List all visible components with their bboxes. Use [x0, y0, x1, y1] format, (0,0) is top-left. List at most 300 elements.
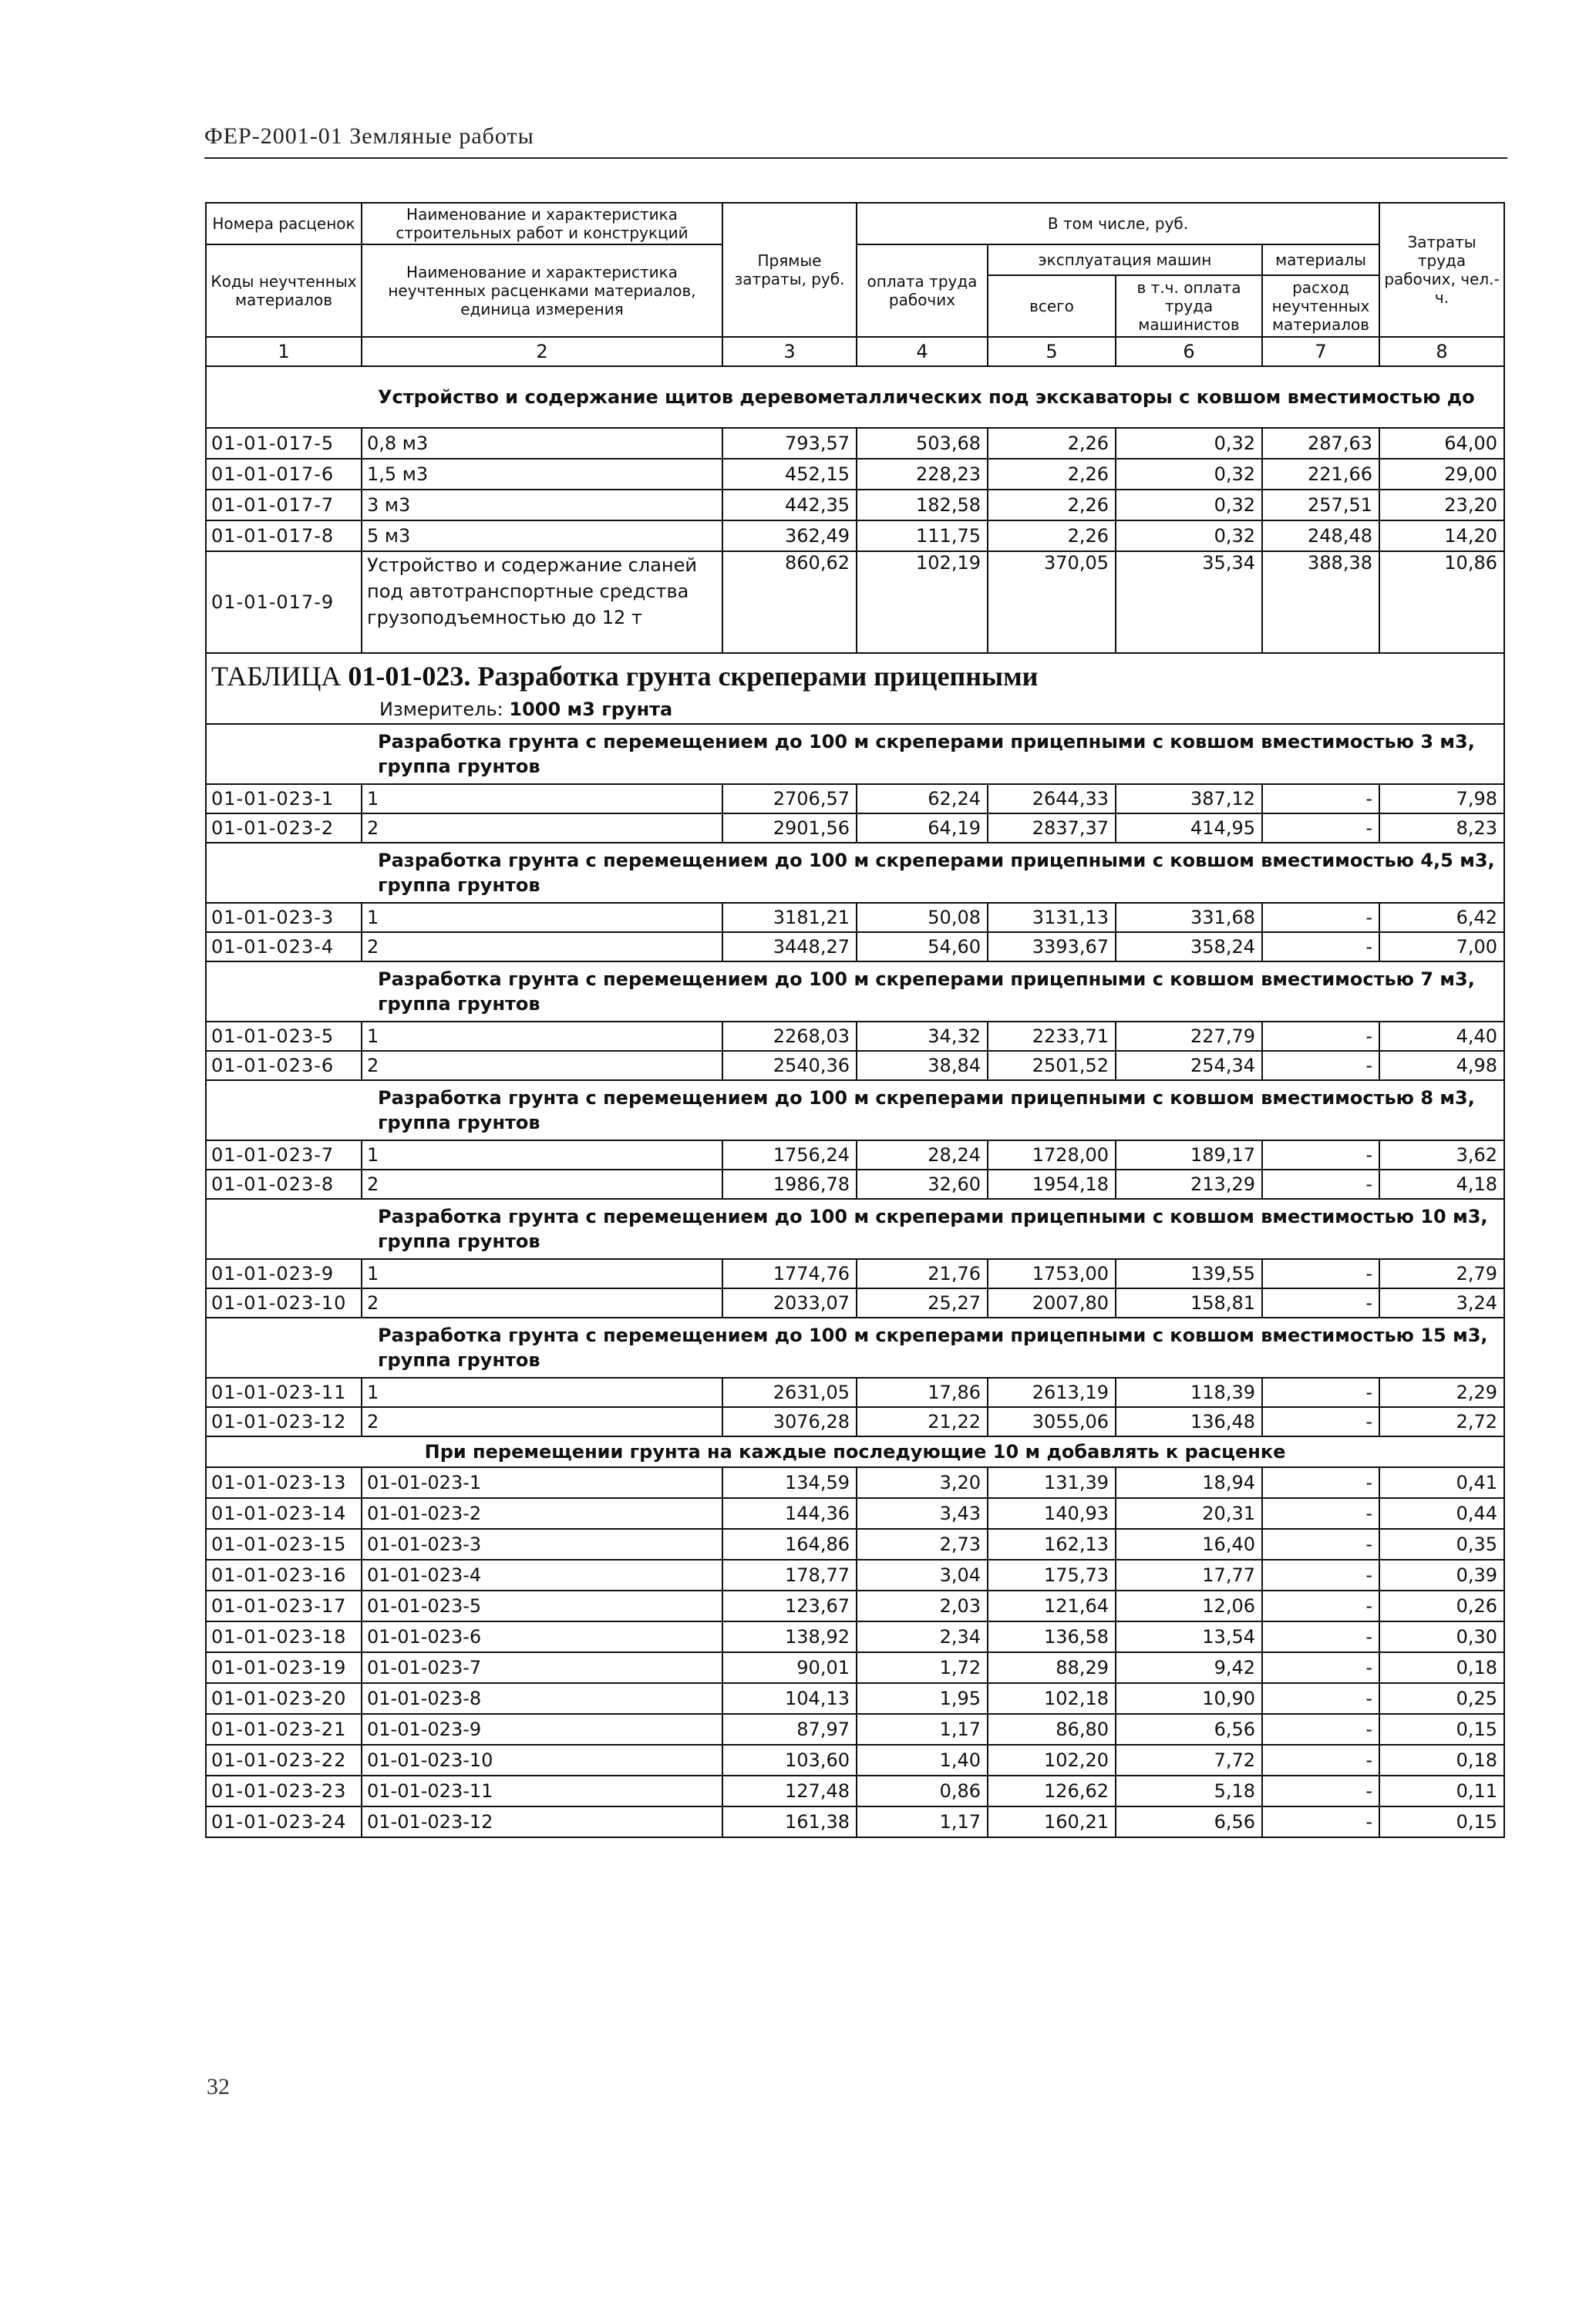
rate-name: 01-01-023-12 [362, 1806, 722, 1837]
cell-c8: 2,79 [1379, 1259, 1504, 1288]
rate-code: 01-01-017-8 [206, 520, 362, 551]
cell-c8: 0,25 [1379, 1683, 1504, 1714]
cell-c5: 1728,00 [988, 1140, 1116, 1170]
table-row [206, 1560, 1504, 1591]
cell-c4: 182,58 [857, 490, 988, 520]
cell-c3: 860,62 [722, 551, 857, 653]
cell-c7: - [1262, 1591, 1379, 1621]
table-row [206, 1140, 1504, 1170]
rate-code: 01-01-023-13 [206, 1467, 362, 1498]
table-row [206, 1407, 1504, 1436]
cell-c6: 118,39 [1116, 1378, 1262, 1407]
rate-code: 01-01-017-7 [206, 490, 362, 520]
rate-code: 01-01-023-15 [206, 1529, 362, 1560]
cell-c5: 1753,00 [988, 1259, 1116, 1288]
rate-code: 01-01-023-16 [206, 1560, 362, 1591]
table-row [206, 1621, 1504, 1652]
header-machines: эксплуатация машин [988, 244, 1262, 275]
cell-c4: 28,24 [857, 1140, 988, 1170]
cell-c4: 503,68 [857, 428, 988, 459]
cell-c5: 3055,06 [988, 1407, 1116, 1436]
table-row [206, 784, 1504, 813]
rate-code: 01-01-017-6 [206, 459, 362, 490]
cell-c5: 2233,71 [988, 1022, 1116, 1051]
rate-code: 01-01-023-7 [206, 1140, 362, 1170]
cell-c8: 3,62 [1379, 1140, 1504, 1170]
table-row [206, 490, 1504, 520]
rate-name: 01-01-023-5 [362, 1591, 722, 1621]
section-heading: Разработка грунта с перемещением до 100 м скреперами прицепными с ковшом вместимостью 8 м3, группа грунтов [206, 1080, 1504, 1140]
column-number: 3 [722, 337, 857, 366]
cell-c3: 104,13 [722, 1683, 857, 1714]
cell-c8: 0,11 [1379, 1776, 1504, 1806]
cell-c4: 21,22 [857, 1407, 988, 1436]
section-heading: Разработка грунта с перемещением до 100 м скреперами прицепными с ковшом вместимостью 4,5 м3, группа грунтов [206, 843, 1504, 903]
table-title [211, 660, 1499, 692]
price-table [205, 202, 1505, 1838]
section-heading: Разработка грунта с перемещением до 100 м скреперами прицепными с ковшом вместимостью 3 м3, группа грунтов [206, 724, 1504, 784]
cell-c7: 221,66 [1262, 459, 1379, 490]
cell-c5: 175,73 [988, 1560, 1116, 1591]
cell-c6: 387,12 [1116, 784, 1262, 813]
cell-c4: 25,27 [857, 1288, 988, 1318]
cell-c3: 2033,07 [722, 1288, 857, 1318]
cell-c8: 0,15 [1379, 1714, 1504, 1745]
cell-c7: - [1262, 1467, 1379, 1498]
cell-c4: 2,03 [857, 1591, 988, 1621]
cell-c7: - [1262, 1806, 1379, 1837]
table-meter [211, 699, 1499, 720]
header-material-name: Наименование и характеристика неучтенных расценками материалов, единица измерения [362, 244, 722, 337]
cell-c4: 62,24 [857, 784, 988, 813]
rate-name: 01-01-023-4 [362, 1560, 722, 1591]
cell-c7: - [1262, 1498, 1379, 1529]
cell-c4: 17,86 [857, 1378, 988, 1407]
cell-c7: - [1262, 1714, 1379, 1745]
column-number: 6 [1116, 337, 1262, 366]
rate-name: 1 [362, 1378, 722, 1407]
table-title-row [206, 653, 1504, 724]
cell-c8: 0,44 [1379, 1498, 1504, 1529]
cell-c7: - [1262, 1776, 1379, 1806]
cell-c5: 121,64 [988, 1591, 1116, 1621]
rate-code: 01-01-023-14 [206, 1498, 362, 1529]
cell-c6: 13,54 [1116, 1621, 1262, 1652]
cell-c5: 160,21 [988, 1806, 1116, 1837]
rate-code: 01-01-023-24 [206, 1806, 362, 1837]
cell-c8: 0,39 [1379, 1560, 1504, 1591]
cell-c6: 0,32 [1116, 520, 1262, 551]
header-rule [204, 157, 1507, 159]
cell-c4: 1,17 [857, 1806, 988, 1837]
cell-c4: 3,20 [857, 1467, 988, 1498]
cell-c6: 20,31 [1116, 1498, 1262, 1529]
header-material-usage: расход неучтенных материалов [1262, 275, 1379, 337]
table-row [206, 1591, 1504, 1621]
cell-c4: 1,72 [857, 1652, 988, 1683]
cell-c7: - [1262, 903, 1379, 932]
cell-c3: 2901,56 [722, 813, 857, 843]
cell-c4: 54,60 [857, 932, 988, 961]
cell-c5: 370,05 [988, 551, 1116, 653]
cell-c6: 9,42 [1116, 1652, 1262, 1683]
cell-c8: 14,20 [1379, 520, 1504, 551]
cell-c3: 452,15 [722, 459, 857, 490]
table-row [206, 1051, 1504, 1080]
rate-name: 1 [362, 1022, 722, 1051]
cell-c8: 0,35 [1379, 1529, 1504, 1560]
cell-c6: 18,94 [1116, 1467, 1262, 1498]
table-row [206, 903, 1504, 932]
cell-c5: 3393,67 [988, 932, 1116, 961]
running-header: ФЕР-2001-01 Земляные работы [204, 123, 534, 149]
cell-c7: - [1262, 1683, 1379, 1714]
header-machines-total: всего [988, 275, 1116, 337]
cell-c5: 2,26 [988, 428, 1116, 459]
cell-c5: 162,13 [988, 1529, 1116, 1560]
cell-c3: 2540,36 [722, 1051, 857, 1080]
cell-c3: 87,97 [722, 1714, 857, 1745]
column-number-row [206, 337, 1504, 366]
rate-name: Устройство и содержание сланей под автотранспортные средства грузоподъемностью до 12 т [362, 551, 722, 653]
column-number: 7 [1262, 337, 1379, 366]
cell-c7: - [1262, 1051, 1379, 1080]
cell-c5: 140,93 [988, 1498, 1116, 1529]
rate-name: 2 [362, 1051, 722, 1080]
cell-c7: - [1262, 1407, 1379, 1436]
header-name: Наименование и характеристика строительных работ и конструкций [362, 203, 722, 244]
rate-code: 01-01-023-17 [206, 1591, 362, 1621]
section-row [206, 961, 1504, 1022]
cell-c5: 2644,33 [988, 784, 1116, 813]
rate-code: 01-01-023-12 [206, 1407, 362, 1436]
cell-c8: 23,20 [1379, 490, 1504, 520]
cell-c7: - [1262, 1140, 1379, 1170]
cell-c7: - [1262, 1259, 1379, 1288]
table-row [206, 459, 1504, 490]
rate-name: 2 [362, 932, 722, 961]
cell-c3: 127,48 [722, 1776, 857, 1806]
section-heading: При перемещении грунта на каждые последующие 10 м добавлять к расценке [206, 1436, 1504, 1467]
cell-c3: 3076,28 [722, 1407, 857, 1436]
cell-c7: - [1262, 1560, 1379, 1591]
cell-c6: 5,18 [1116, 1776, 1262, 1806]
table-row [206, 1683, 1504, 1714]
cell-c4: 111,75 [857, 520, 988, 551]
table-row [206, 813, 1504, 843]
cell-c5: 3131,13 [988, 903, 1116, 932]
cell-c4: 38,84 [857, 1051, 988, 1080]
cell-c6: 0,32 [1116, 459, 1262, 490]
table-row [206, 1378, 1504, 1407]
cell-c8: 0,18 [1379, 1745, 1504, 1776]
cell-c5: 88,29 [988, 1652, 1116, 1683]
cell-c7: - [1262, 1652, 1379, 1683]
cell-c8: 2,72 [1379, 1407, 1504, 1436]
cell-c8: 0,41 [1379, 1467, 1504, 1498]
cell-c8: 3,24 [1379, 1288, 1504, 1318]
rate-name: 3 м3 [362, 490, 722, 520]
cell-c7: - [1262, 1022, 1379, 1051]
cell-c8: 6,42 [1379, 903, 1504, 932]
header-labor: Затраты труда рабочих, чел.-ч. [1379, 203, 1504, 337]
page-number: 32 [207, 2074, 230, 2099]
table-row [206, 1745, 1504, 1776]
section-row [206, 724, 1504, 784]
cell-c4: 32,60 [857, 1170, 988, 1199]
table-row [206, 1467, 1504, 1498]
rate-name: 01-01-023-9 [362, 1714, 722, 1745]
rate-name: 01-01-023-3 [362, 1529, 722, 1560]
cell-c3: 442,35 [722, 490, 857, 520]
cell-c3: 178,77 [722, 1560, 857, 1591]
cell-c4: 102,19 [857, 551, 988, 653]
cell-c6: 12,06 [1116, 1591, 1262, 1621]
section-row [206, 1199, 1504, 1259]
section-heading: Устройство и содержание щитов деревометаллических под экскаваторы с ковшом вместимостью до [206, 366, 1504, 428]
cell-c5: 2837,37 [988, 813, 1116, 843]
header-materials: материалы [1262, 244, 1379, 275]
cell-c7: - [1262, 932, 1379, 961]
cell-c7: - [1262, 1621, 1379, 1652]
cell-c8: 10,86 [1379, 551, 1504, 653]
cell-c3: 90,01 [722, 1652, 857, 1683]
rate-code: 01-01-023-18 [206, 1621, 362, 1652]
cell-c8: 7,98 [1379, 784, 1504, 813]
cell-c5: 102,18 [988, 1683, 1116, 1714]
cell-c7: - [1262, 1745, 1379, 1776]
cell-c7: - [1262, 813, 1379, 843]
cell-c8: 0,18 [1379, 1652, 1504, 1683]
rate-code: 01-01-023-22 [206, 1745, 362, 1776]
cell-c6: 0,32 [1116, 490, 1262, 520]
column-number: 1 [206, 337, 362, 366]
rate-name: 01-01-023-7 [362, 1652, 722, 1683]
rate-name: 01-01-023-2 [362, 1498, 722, 1529]
section-row [206, 366, 1504, 428]
rate-code: 01-01-023-9 [206, 1259, 362, 1288]
table-row [206, 1170, 1504, 1199]
section-heading: Разработка грунта с перемещением до 100 м скреперами прицепными с ковшом вместимостью 7 м3, группа грунтов [206, 961, 1504, 1022]
table-row [206, 1259, 1504, 1288]
cell-c3: 164,86 [722, 1529, 857, 1560]
section-heading: Разработка грунта с перемещением до 100 м скреперами прицепными с ковшом вместимостью 10 м3, группа грунтов [206, 1199, 1504, 1259]
section-row [206, 843, 1504, 903]
table-body [206, 203, 1504, 1837]
column-number: 8 [1379, 337, 1504, 366]
table-row [206, 1022, 1504, 1051]
rate-code: 01-01-023-6 [206, 1051, 362, 1080]
rate-code: 01-01-023-20 [206, 1683, 362, 1714]
cell-c5: 2613,19 [988, 1378, 1116, 1407]
cell-c8: 29,00 [1379, 459, 1504, 490]
cell-c6: 158,81 [1116, 1288, 1262, 1318]
cell-c6: 358,24 [1116, 932, 1262, 961]
rate-name: 2 [362, 1407, 722, 1436]
cell-c5: 2,26 [988, 520, 1116, 551]
table-title-text: 01-01-023. Разработка грунта скреперами прицепными [348, 661, 1039, 692]
table-row [206, 1529, 1504, 1560]
header-codes: Номера расценок [206, 203, 362, 244]
rate-code: 01-01-023-3 [206, 903, 362, 932]
cell-c6: 189,17 [1116, 1140, 1262, 1170]
cell-c3: 123,67 [722, 1591, 857, 1621]
table-title-label: ТАБЛИЦА [211, 661, 342, 692]
cell-c7: 287,63 [1262, 428, 1379, 459]
cell-c7: 388,38 [1262, 551, 1379, 653]
cell-c7: 248,48 [1262, 520, 1379, 551]
cell-c4: 3,04 [857, 1560, 988, 1591]
cell-c4: 1,95 [857, 1683, 988, 1714]
cell-c3: 793,57 [722, 428, 857, 459]
cell-c5: 136,58 [988, 1621, 1116, 1652]
rate-code: 01-01-023-21 [206, 1714, 362, 1745]
rate-name: 2 [362, 1288, 722, 1318]
cell-c8: 64,00 [1379, 428, 1504, 459]
cell-c5: 102,20 [988, 1745, 1116, 1776]
rate-code: 01-01-023-8 [206, 1170, 362, 1199]
section-row [206, 1436, 1504, 1467]
cell-c5: 2501,52 [988, 1051, 1116, 1080]
rate-code: 01-01-017-5 [206, 428, 362, 459]
cell-c6: 35,34 [1116, 551, 1262, 653]
cell-c5: 126,62 [988, 1776, 1116, 1806]
cell-c4: 0,86 [857, 1776, 988, 1806]
cell-c4: 50,08 [857, 903, 988, 932]
table-title-cell [206, 653, 1504, 724]
cell-c3: 3181,21 [722, 903, 857, 932]
cell-c6: 136,48 [1116, 1407, 1262, 1436]
cell-c4: 1,17 [857, 1714, 988, 1745]
rate-code: 01-01-023-10 [206, 1288, 362, 1318]
cell-c6: 254,34 [1116, 1051, 1262, 1080]
cell-c4: 21,76 [857, 1259, 988, 1288]
cell-c5: 2,26 [988, 490, 1116, 520]
table-row [206, 1288, 1504, 1318]
rate-name: 2 [362, 1170, 722, 1199]
rate-code: 01-01-017-9 [206, 551, 362, 653]
cell-c3: 2268,03 [722, 1022, 857, 1051]
cell-c8: 4,40 [1379, 1022, 1504, 1051]
rate-name: 1 [362, 1140, 722, 1170]
cell-c3: 3448,27 [722, 932, 857, 961]
cell-c6: 6,56 [1116, 1714, 1262, 1745]
cell-c3: 1986,78 [722, 1170, 857, 1199]
cell-c8: 8,23 [1379, 813, 1504, 843]
cell-c7: - [1262, 1288, 1379, 1318]
rate-code: 01-01-023-5 [206, 1022, 362, 1051]
meter-value: 1000 м3 грунта [509, 699, 673, 720]
column-number: 5 [988, 337, 1116, 366]
rate-name: 1 [362, 784, 722, 813]
rate-name: 01-01-023-10 [362, 1745, 722, 1776]
cell-c4: 34,32 [857, 1022, 988, 1051]
cell-c5: 2007,80 [988, 1288, 1116, 1318]
rate-code: 01-01-023-19 [206, 1652, 362, 1683]
cell-c7: - [1262, 1378, 1379, 1407]
rate-code: 01-01-023-23 [206, 1776, 362, 1806]
table-row [206, 1652, 1504, 1683]
cell-c3: 138,92 [722, 1621, 857, 1652]
cell-c6: 17,77 [1116, 1560, 1262, 1591]
cell-c7: - [1262, 784, 1379, 813]
cell-c5: 2,26 [988, 459, 1116, 490]
cell-c3: 161,38 [722, 1806, 857, 1837]
meter-label: Измеритель: [379, 699, 503, 720]
rate-code: 01-01-023-4 [206, 932, 362, 961]
cell-c8: 4,18 [1379, 1170, 1504, 1199]
header-operator-wages: в т.ч. оплата труда машинистов [1116, 275, 1262, 337]
rate-name: 1,5 м3 [362, 459, 722, 490]
cell-c6: 0,32 [1116, 428, 1262, 459]
cell-c3: 103,60 [722, 1745, 857, 1776]
rate-name: 2 [362, 813, 722, 843]
rate-name: 5 м3 [362, 520, 722, 551]
cell-c7: - [1262, 1170, 1379, 1199]
cell-c8: 4,98 [1379, 1051, 1504, 1080]
cell-c4: 1,40 [857, 1745, 988, 1776]
cell-c5: 131,39 [988, 1467, 1116, 1498]
cell-c8: 0,30 [1379, 1621, 1504, 1652]
rate-name: 01-01-023-1 [362, 1467, 722, 1498]
rate-name: 01-01-023-11 [362, 1776, 722, 1806]
cell-c3: 1756,24 [722, 1140, 857, 1170]
table-row [206, 520, 1504, 551]
cell-c6: 10,90 [1116, 1683, 1262, 1714]
cell-c3: 362,49 [722, 520, 857, 551]
cell-c6: 331,68 [1116, 903, 1262, 932]
header-direct-costs: Прямые затраты, руб. [722, 203, 857, 337]
table-row [206, 1714, 1504, 1745]
table-row [206, 428, 1504, 459]
cell-c4: 228,23 [857, 459, 988, 490]
rate-name: 1 [362, 1259, 722, 1288]
column-number: 2 [362, 337, 722, 366]
cell-c8: 0,15 [1379, 1806, 1504, 1837]
rate-name: 01-01-023-6 [362, 1621, 722, 1652]
cell-c6: 7,72 [1116, 1745, 1262, 1776]
cell-c8: 0,26 [1379, 1591, 1504, 1621]
cell-c4: 2,73 [857, 1529, 988, 1560]
header-wages: оплата труда рабочих [857, 244, 988, 337]
cell-c6: 6,56 [1116, 1806, 1262, 1837]
cell-c8: 7,00 [1379, 932, 1504, 961]
cell-c7: - [1262, 1529, 1379, 1560]
cell-c5: 1954,18 [988, 1170, 1116, 1199]
table-row [206, 932, 1504, 961]
cell-c6: 16,40 [1116, 1529, 1262, 1560]
table-row [206, 1776, 1504, 1806]
cell-c3: 2706,57 [722, 784, 857, 813]
cell-c6: 414,95 [1116, 813, 1262, 843]
section-row [206, 1080, 1504, 1140]
cell-c5: 86,80 [988, 1714, 1116, 1745]
section-row [206, 1318, 1504, 1378]
cell-c3: 134,59 [722, 1467, 857, 1498]
cell-c4: 2,34 [857, 1621, 988, 1652]
cell-c6: 213,29 [1116, 1170, 1262, 1199]
cell-c6: 227,79 [1116, 1022, 1262, 1051]
section-heading: Разработка грунта с перемещением до 100 м скреперами прицепными с ковшом вместимостью 15 м3, группа грунтов [206, 1318, 1504, 1378]
rate-code: 01-01-023-11 [206, 1378, 362, 1407]
cell-c6: 139,55 [1116, 1259, 1262, 1288]
rate-code: 01-01-023-2 [206, 813, 362, 843]
table-row [206, 551, 1504, 653]
header-group: В том числе, руб. [857, 203, 1379, 244]
rate-name: 01-01-023-8 [362, 1683, 722, 1714]
rate-name: 1 [362, 903, 722, 932]
cell-c8: 2,29 [1379, 1378, 1504, 1407]
